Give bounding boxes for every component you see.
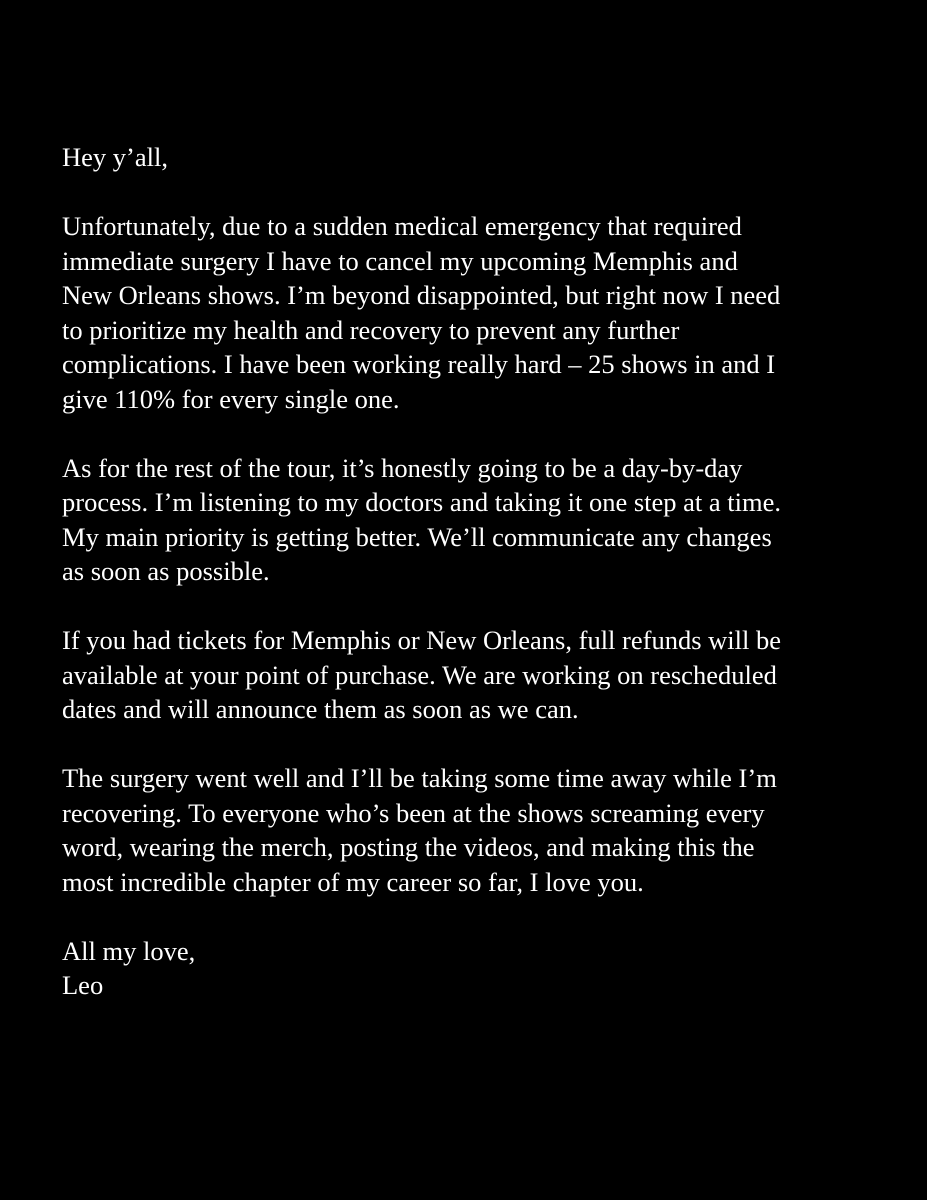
text-line: complications. I have been working really hard – 25 shows in and I [62, 349, 776, 379]
text-line: immediate surgery I have to cancel my upcoming Memphis and [62, 245, 738, 276]
text-line: New Orleans shows. I’m beyond disappointed, but right now I need [62, 280, 781, 310]
letter-signature: Leo [62, 970, 104, 1000]
text-line: My main priority is getting better. We’ll communicate any changes [62, 521, 772, 552]
text-line: give 110% for every single one. [62, 383, 400, 414]
paragraph-refunds [62, 623, 882, 727]
text-line: as soon as possible. [62, 556, 270, 586]
text-line: dates and will announce them as soon as we can. [62, 694, 579, 724]
text-line: to prioritize my health and recovery to prevent any further [62, 314, 680, 345]
paragraph-thanks [62, 761, 882, 899]
text-line: If you had tickets for Memphis or New Orleans, full refunds will be [62, 625, 782, 655]
text-line: word, wearing the merch, posting the videos, and making this the [62, 832, 755, 862]
paragraph-tour-status [62, 451, 882, 589]
text-line: available at your point of purchase. We are working on rescheduled [62, 659, 777, 690]
text-line: As for the rest of the tour, it’s honestly going to be a day-by-day [62, 452, 743, 483]
letter-greeting: Hey y’all, [62, 142, 168, 172]
letter-body [62, 140, 882, 1003]
paragraph-cancellation [62, 209, 882, 416]
text-line: recovering. To everyone who’s been at the shows screaming every [62, 797, 765, 828]
letter-closing: All my love, [62, 935, 196, 966]
text-line: The surgery went well and I’ll be taking some time away while I’m [62, 763, 777, 793]
text-line: process. I’m listening to my doctors and taking it one step at a time. [62, 487, 782, 517]
text-line: most incredible chapter of my career so far, I love you. [62, 866, 644, 897]
text-line: Unfortunately, due to a sudden medical emergency that required [62, 211, 742, 241]
letter-signoff [62, 934, 882, 1003]
